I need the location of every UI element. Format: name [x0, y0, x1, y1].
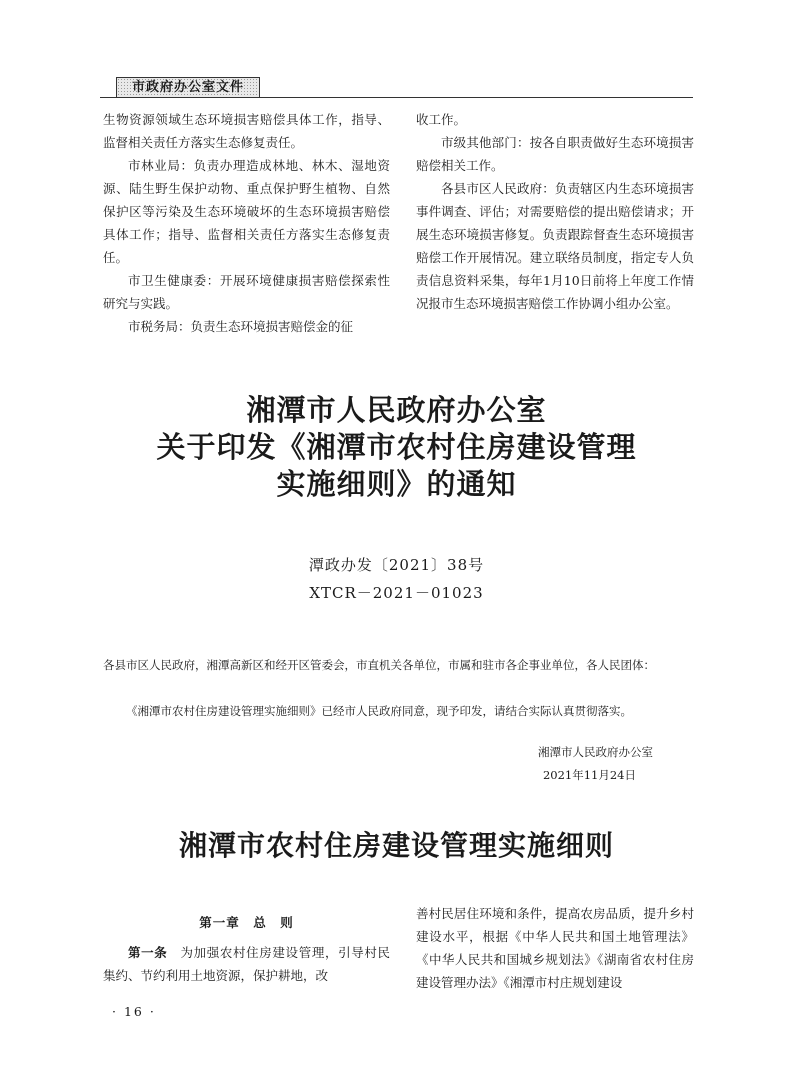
paragraph: 市林业局：负责办理造成林地、林木、湿地资源、陆生野生保护动物、重点保护野生植物、自然保护区等污染及生态环境破坏的生态环境损害赔偿具体工作；指导、监督相关责任方落实生态修复责任。 — [103, 158, 390, 265]
prev-right-column — [416, 108, 694, 315]
regulation-right-column — [416, 902, 694, 994]
notice-title-line-1: 湘潭市人民政府办公室 — [246, 393, 547, 427]
notice-body: 《湘潭市农村住房建设管理实施细则》已经市人民政府同意，现予印发，请结合实际认真贯彻落实。 — [126, 704, 632, 718]
chapter-heading: 第一章 总 则 — [199, 915, 294, 930]
notice-title-line-3: 实施细则》的通知 — [276, 467, 517, 501]
doc-code: XTCR－2021－01023 — [309, 584, 484, 602]
article-continuation: 善村民居住环境和条件，提高农房品质，提升乡村建设水平，根据《中华人民共和国土地管理法》《中华人民共和国城乡规划法》《湖南省农村住房建设管理办法》《湘潭市村庄规划建设 — [416, 906, 694, 990]
page-number: · 16 · — [112, 1004, 156, 1019]
article-label: 第一条 — [128, 945, 168, 960]
paragraph: 市卫生健康委：开展环境健康损害赔偿探索性研究与实践。 — [103, 273, 390, 311]
article-text: 为加强农村住房建设管理，引导村民集约、节约利用土地资源，保护耕地，改 — [103, 945, 390, 983]
article-paragraph — [103, 941, 390, 987]
addressees: 各县市区人民政府，湘潭高新区和经开区管委会，市直机关各单位，市属和驻市各企事业单位，各人民团体： — [103, 658, 655, 672]
paragraph: 收工作。 — [416, 112, 467, 127]
signer: 湘潭市人民政府办公室 — [538, 745, 653, 759]
doc-number: 潭政办发〔2021〕38号 — [308, 556, 485, 574]
paragraph: 市级其他部门：按各自职责做好生态环境损害赔偿相关工作。 — [416, 135, 694, 173]
section-tag: 市政府办公室文件 — [116, 77, 260, 98]
header-rule — [100, 97, 693, 98]
regulation-left-column — [103, 941, 390, 987]
prev-left-column — [103, 108, 390, 338]
sign-date: 2021年11月24日 — [542, 768, 636, 782]
paragraph: 各县市区人民政府：负责辖区内生态环境损害事件调查、评估；对需要赔偿的提出赔偿请求；开展生态环境损害修复。负责跟踪督查生态环境损害赔偿工作开展情况。建立联络员制度，指定专人负责信息资料采集，每年1月10日前将上年度工作情况报市生态环境损害赔偿工作协调小组办公室。 — [416, 181, 694, 311]
paragraph: 生物资源领域生态环境损害赔偿具体工作，指导、监督相关责任方落实生态修复责任。 — [103, 112, 390, 150]
paragraph: 市税务局：负责生态环境损害赔偿金的征 — [128, 319, 354, 334]
notice-title-line-2: 关于印发《湘潭市农村住房建设管理 — [156, 430, 637, 464]
regulation-title: 湘潭市农村住房建设管理实施细则 — [178, 829, 614, 862]
